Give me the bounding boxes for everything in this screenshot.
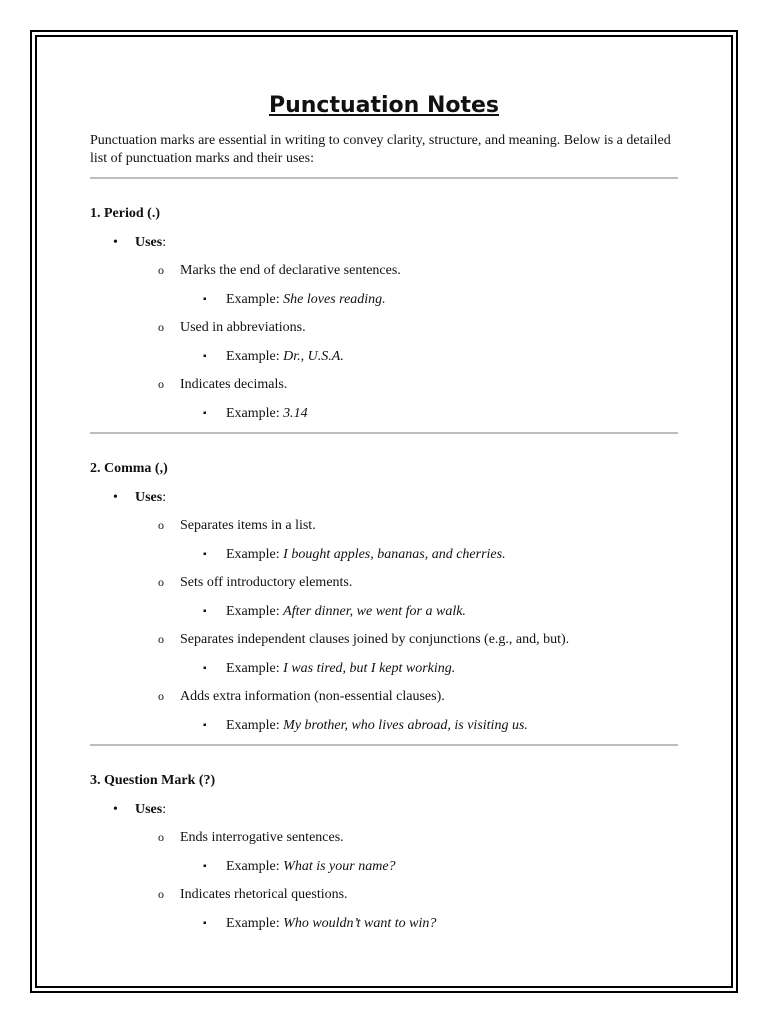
example-text: I was tired, but I kept working. xyxy=(283,661,456,676)
use-text: Marks the end of declarative sentences. xyxy=(180,263,401,278)
uses-colon: : xyxy=(162,235,167,250)
example-label: Example: xyxy=(226,349,284,364)
square-bullet-icon: ▪ xyxy=(203,294,207,305)
circle-bullet-icon: o xyxy=(158,689,164,703)
example-text: Who wouldn’t want to win? xyxy=(283,916,437,931)
document-body xyxy=(90,92,678,933)
example-label: Example: xyxy=(226,292,284,307)
uses-label: Uses xyxy=(135,802,163,817)
use-text: Separates independent clauses joined by conjunctions (e.g., and, but). xyxy=(180,632,570,647)
section-comma xyxy=(90,460,678,735)
bullet-icon: • xyxy=(113,490,118,505)
section-period xyxy=(90,205,678,423)
uses-list xyxy=(90,489,678,735)
bullet-icon: • xyxy=(113,235,118,250)
circle-bullet-icon: o xyxy=(158,377,164,391)
circle-bullet-icon: o xyxy=(158,320,164,334)
square-bullet-icon: ▪ xyxy=(203,663,207,674)
section-question-mark xyxy=(90,772,678,933)
use-text: Used in abbreviations. xyxy=(180,320,306,335)
use-item xyxy=(90,631,678,649)
example-text: She loves reading. xyxy=(283,292,386,307)
use-text: Indicates rhetorical questions. xyxy=(180,887,348,902)
circle-bullet-icon: o xyxy=(158,830,164,844)
example-item xyxy=(90,348,678,366)
divider xyxy=(90,177,678,179)
example-text: I bought apples, bananas, and cherries. xyxy=(283,547,506,562)
section-heading: 1. Period (.) xyxy=(90,206,160,221)
uses-list xyxy=(90,234,678,423)
section-heading: 3. Question Mark (?) xyxy=(90,773,216,788)
example-item xyxy=(90,858,678,876)
use-text: Ends interrogative sentences. xyxy=(180,830,344,845)
use-item xyxy=(90,574,678,592)
use-text: Indicates decimals. xyxy=(180,377,288,392)
intro-paragraph: Punctuation marks are essential in writing to convey clarity, structure, and meaning. Below is a detailed list of punctuation marks and their uses: xyxy=(90,133,671,166)
uses-colon: : xyxy=(162,490,167,505)
use-text: Separates items in a list. xyxy=(180,518,316,533)
divider xyxy=(90,744,678,746)
bullet-icon: • xyxy=(113,802,118,817)
example-label: Example: xyxy=(226,661,284,676)
example-label: Example: xyxy=(226,604,284,619)
uses-item xyxy=(90,234,678,252)
example-label: Example: xyxy=(226,916,284,931)
uses-colon: : xyxy=(162,802,167,817)
example-label: Example: xyxy=(226,547,284,562)
section-heading: 2. Comma (,) xyxy=(90,461,168,476)
example-item xyxy=(90,405,678,423)
use-item xyxy=(90,262,678,280)
square-bullet-icon: ▪ xyxy=(203,918,207,929)
uses-item xyxy=(90,801,678,819)
example-text: What is your name? xyxy=(283,859,396,874)
use-item xyxy=(90,829,678,847)
example-item xyxy=(90,603,678,621)
use-item xyxy=(90,688,678,706)
use-item xyxy=(90,886,678,904)
use-item xyxy=(90,319,678,337)
circle-bullet-icon: o xyxy=(158,632,164,646)
example-text: After dinner, we went for a walk. xyxy=(283,604,466,619)
example-text: My brother, who lives abroad, is visiting us. xyxy=(283,718,528,733)
square-bullet-icon: ▪ xyxy=(203,408,207,419)
uses-label: Uses xyxy=(135,235,163,250)
example-label: Example: xyxy=(226,406,284,421)
square-bullet-icon: ▪ xyxy=(203,720,207,731)
example-item xyxy=(90,915,678,933)
example-label: Example: xyxy=(226,718,284,733)
example-item xyxy=(90,717,678,735)
uses-label: Uses xyxy=(135,490,163,505)
use-text: Adds extra information (non-essential clauses). xyxy=(180,689,445,704)
square-bullet-icon: ▪ xyxy=(203,549,207,560)
circle-bullet-icon: o xyxy=(158,263,164,277)
square-bullet-icon: ▪ xyxy=(203,861,207,872)
use-item xyxy=(90,376,678,394)
circle-bullet-icon: o xyxy=(158,887,164,901)
example-text: 3.14 xyxy=(283,406,308,421)
divider xyxy=(90,432,678,434)
square-bullet-icon: ▪ xyxy=(203,351,207,362)
circle-bullet-icon: o xyxy=(158,575,164,589)
example-item xyxy=(90,291,678,309)
circle-bullet-icon: o xyxy=(158,518,164,532)
uses-item xyxy=(90,489,678,507)
example-label: Example: xyxy=(226,859,284,874)
use-item xyxy=(90,517,678,535)
uses-list xyxy=(90,801,678,933)
page-title: Punctuation Notes xyxy=(268,93,500,118)
square-bullet-icon: ▪ xyxy=(203,606,207,617)
example-text: Dr., U.S.A. xyxy=(283,349,344,364)
use-text: Sets off introductory elements. xyxy=(180,575,353,590)
example-item xyxy=(90,546,678,564)
example-item xyxy=(90,660,678,678)
